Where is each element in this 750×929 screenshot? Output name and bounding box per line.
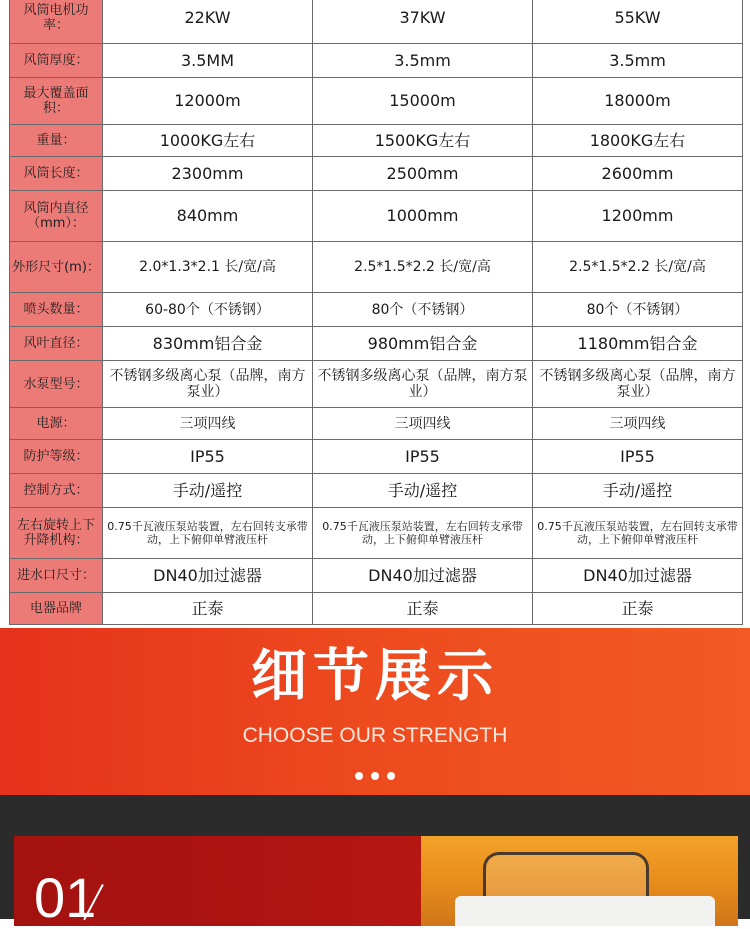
cell-value: 3.5mm [313, 44, 533, 78]
cell-value: 80个（不锈钢） [533, 293, 743, 327]
cell-value: 60-80个（不锈钢） [103, 293, 313, 327]
cell-value: DN40加过滤器 [533, 559, 743, 593]
cell-value: 三项四线 [313, 408, 533, 440]
cell-value: 1800KG左右 [533, 125, 743, 157]
table-row [10, 125, 743, 157]
cell-value: 1200mm [533, 191, 743, 242]
cell-value: 正泰 [533, 593, 743, 625]
cell-value: 1180mm铝合金 [533, 327, 743, 361]
row-label: 喷头数量： [10, 293, 103, 327]
cell-value: 三项四线 [103, 408, 313, 440]
cell-value: 2300mm [103, 157, 313, 191]
cell-value: 不锈钢多级离心泵（品牌，南方泵业） [103, 361, 313, 408]
table-row [10, 440, 743, 474]
row-label: 外形尺寸(m)： [10, 242, 103, 293]
cell-value: DN40加过滤器 [103, 559, 313, 593]
table-row [10, 293, 743, 327]
row-label: 控制方式： [10, 474, 103, 508]
table-row [10, 361, 743, 408]
cell-value: 980mm铝合金 [313, 327, 533, 361]
cell-value: 2.5*1.5*2.2 长/宽/高 [533, 242, 743, 293]
table-row [10, 474, 743, 508]
row-label: 风叶直径： [10, 327, 103, 361]
dots-decoration [355, 772, 395, 782]
row-label: 水泵型号： [10, 361, 103, 408]
cell-value: 830mm铝合金 [103, 327, 313, 361]
cell-value: 80个（不锈钢） [313, 293, 533, 327]
table-row [10, 191, 743, 242]
product-photo [421, 836, 738, 926]
cell-value: 不锈钢多级离心泵（品牌，南方泵业） [313, 361, 533, 408]
cell-value: 1500KG左右 [313, 125, 533, 157]
cell-value: 37KW [313, 0, 533, 44]
table-row [10, 593, 743, 625]
row-label: 最大覆盖面积： [10, 78, 103, 125]
cell-value: 不锈钢多级离心泵（品牌，南方泵业） [533, 361, 743, 408]
row-label: 防护等级： [10, 440, 103, 474]
section-subtitle: CHOOSE OUR STRENGTH [242, 724, 508, 747]
cell-value: 手动/遥控 [313, 474, 533, 508]
detail-number: 01 [34, 866, 97, 929]
row-label: 风筒电机功率： [10, 0, 103, 44]
cell-value: 0.75千瓦液压泵站装置，左右回转支承带动，上下俯仰单臂液压杆 [103, 508, 313, 559]
table-row [10, 408, 743, 440]
cell-value: 0.75千瓦液压泵站装置，左右回转支承带动，上下俯仰单臂液压杆 [533, 508, 743, 559]
machine-panel [455, 896, 715, 926]
row-label: 进水口尺寸： [10, 559, 103, 593]
section-title: 细节展示 [251, 644, 499, 709]
cell-value: 0.75千瓦液压泵站装置，左右回转支承带动，上下俯仰单臂液压杆 [313, 508, 533, 559]
table-row [10, 0, 743, 44]
dot-icon [387, 772, 395, 780]
cell-value: DN40加过滤器 [313, 559, 533, 593]
dot-icon [371, 772, 379, 780]
cell-value: 1000KG左右 [103, 125, 313, 157]
cell-value: 12000m [103, 78, 313, 125]
cell-value: 手动/遥控 [533, 474, 743, 508]
table-row [10, 508, 743, 559]
cell-value: 15000m [313, 78, 533, 125]
spec-table [9, 0, 743, 625]
cell-value: 3.5mm [533, 44, 743, 78]
cell-value: 正泰 [313, 593, 533, 625]
cell-value: 2.0*1.3*2.1 长/宽/高 [103, 242, 313, 293]
cell-value: IP55 [103, 440, 313, 474]
row-label: 风筒长度： [10, 157, 103, 191]
cell-value: IP55 [313, 440, 533, 474]
row-label: 电源： [10, 408, 103, 440]
cell-value: 840mm [103, 191, 313, 242]
table-row [10, 242, 743, 293]
table-row [10, 44, 743, 78]
row-label: 左右旋转上下升降机构： [10, 508, 103, 559]
cell-value: 正泰 [103, 593, 313, 625]
cell-value: 2.5*1.5*2.2 长/宽/高 [313, 242, 533, 293]
dot-icon [355, 772, 363, 780]
row-label: 风筒内直径（mm）： [10, 191, 103, 242]
table-row [10, 78, 743, 125]
cell-value: 18000m [533, 78, 743, 125]
cell-value: 3.5MM [103, 44, 313, 78]
table-row [10, 157, 743, 191]
cell-value: IP55 [533, 440, 743, 474]
table-row [10, 327, 743, 361]
cell-value: 2500mm [313, 157, 533, 191]
cell-value: 三项四线 [533, 408, 743, 440]
row-label: 风筒厚度： [10, 44, 103, 78]
row-label: 电器品牌 [10, 593, 103, 625]
table-row [10, 559, 743, 593]
cell-value: 2600mm [533, 157, 743, 191]
cell-value: 手动/遥控 [103, 474, 313, 508]
cell-value: 55KW [533, 0, 743, 44]
row-label: 重量： [10, 125, 103, 157]
cell-value: 22KW [103, 0, 313, 44]
cell-value: 1000mm [313, 191, 533, 242]
